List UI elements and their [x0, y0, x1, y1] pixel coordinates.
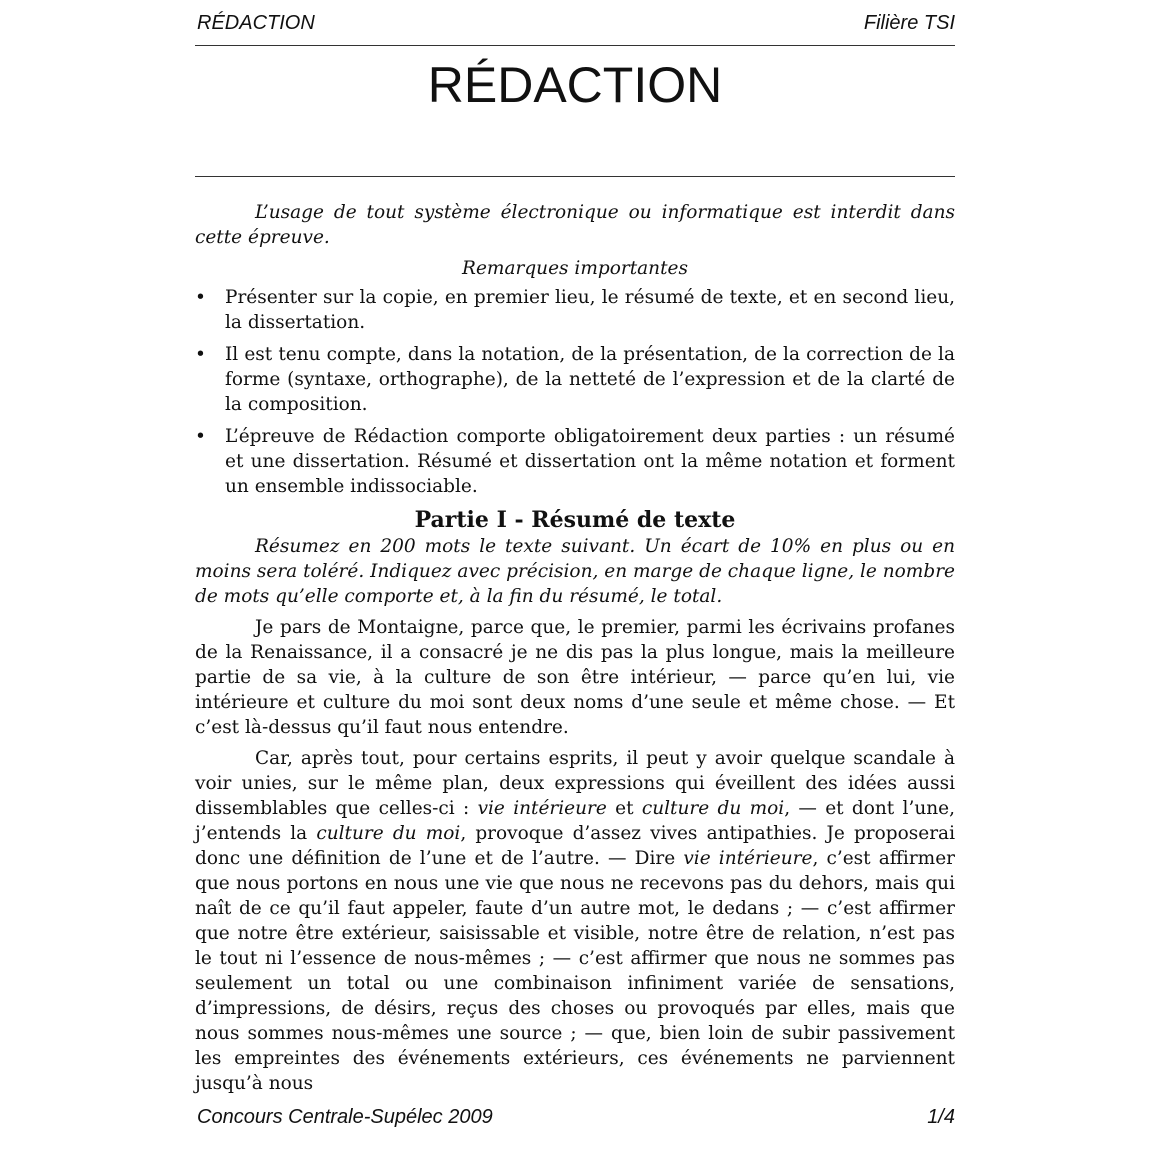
text-run: , provoque d’assez vives antipathies. Je proposerai donc une définition de l’une et de l’autre. — Dire [195, 823, 955, 869]
document-page [195, 0, 955, 1152]
text-run: Car, après tout, pour certains esprits, il peut y avoir quelque scandale à voir unies, sur le même plan, deux expressions qui éveillent des idées aussi dissemblables que celles-ci : [195, 748, 955, 819]
remarks-heading: Remarques importantes [462, 258, 688, 279]
text-run: et [606, 798, 642, 819]
list-item [195, 342, 955, 417]
list-item-text: Il est tenu compte, dans la notation, de la présentation, de la correction de la forme (syntaxe, orthographe), de la netteté de l’expression et de la clarté de la composition. [225, 344, 955, 415]
list-item [195, 424, 955, 499]
text-paragraph-2 [195, 746, 955, 1096]
emphasis: culture du moi [316, 823, 461, 844]
list-item-text: Présenter sur la copie, en premier lieu, le résumé de texte, et en second lieu, la dissertation. [225, 287, 955, 333]
page-title: RÉDACTION [427, 57, 723, 113]
emphasis: vie intérieure [477, 798, 607, 819]
page-number: 1/4 [927, 1106, 955, 1128]
header-left: RÉDACTION [197, 12, 315, 34]
running-header [195, 12, 955, 38]
header-right: Filière TSI [863, 12, 955, 34]
bullet-icon: • [195, 287, 206, 308]
text-run: , — et dont l’une, j’entends la [195, 798, 956, 844]
emphasis: culture du moi [641, 798, 785, 819]
footer-left: Concours Centrale-Supélec 2009 [197, 1106, 493, 1128]
list-item-text: L’épreuve de Rédaction comporte obligatoirement deux parties : un résumé et une dissertation. Résumé et dissertation ont la même notation et forment un ensemble indissociable. [225, 426, 955, 497]
bullet-icon: • [195, 426, 206, 447]
section-heading: Partie I - Résumé de texte [414, 507, 736, 533]
list-item [195, 285, 955, 335]
text-run: , c’est affirmer que nous portons en nous une vie que nous ne recevons pas du dehors, mais qui naît de ce qu’il faut appeler, faute d’un autre mot, le dedans ; — c’est affirmer que notre être extérieur, saisissable et visible, notre être de relation, n’est pas le tout ni l’essence de nous-mêmes ; — c’est affirmer que nous ne sommes pas seulement un total ou une combinaison infiniment variée de sensations, d’impressions, de désirs, reçus des choses ou provoqués par elles, mais que nous sommes nous-mêmes une source ; — que, bien loin de subir passivement les empreintes des événements extérieurs, ces événements ne parviennent jusqu’à nous [195, 848, 956, 1094]
title-rule [195, 176, 955, 177]
running-footer [195, 1106, 955, 1132]
text-paragraph-1: Je pars de Montaigne, parce que, le premier, parmi les écrivains profanes de la Renaissance, il a consacré je ne dis pas la plus longue, mais la meilleure partie de sa vie, à la culture de son être intérieur, — parce qu’en lui, vie intérieure et culture du moi sont deux noms d’une seule et même chose. — Et c’est là-dessus qu’il faut nous entendre. [195, 617, 955, 738]
intro-note: L’usage de tout système électronique ou informatique est interdit dans cette épreuve. [195, 202, 955, 248]
remarks-list [195, 285, 955, 499]
document-body [195, 200, 955, 1096]
bullet-icon: • [195, 344, 206, 365]
emphasis: vie intérieure [683, 848, 813, 869]
instruction-paragraph: Résumez en 200 mots le texte suivant. Un écart de 10% en plus ou en moins sera toléré. Indiquez avec précision, en marge de chaque ligne, le nombre de mots qu’elle comporte et, à la fin du résumé, le total. [195, 536, 955, 607]
header-rule [195, 45, 955, 46]
